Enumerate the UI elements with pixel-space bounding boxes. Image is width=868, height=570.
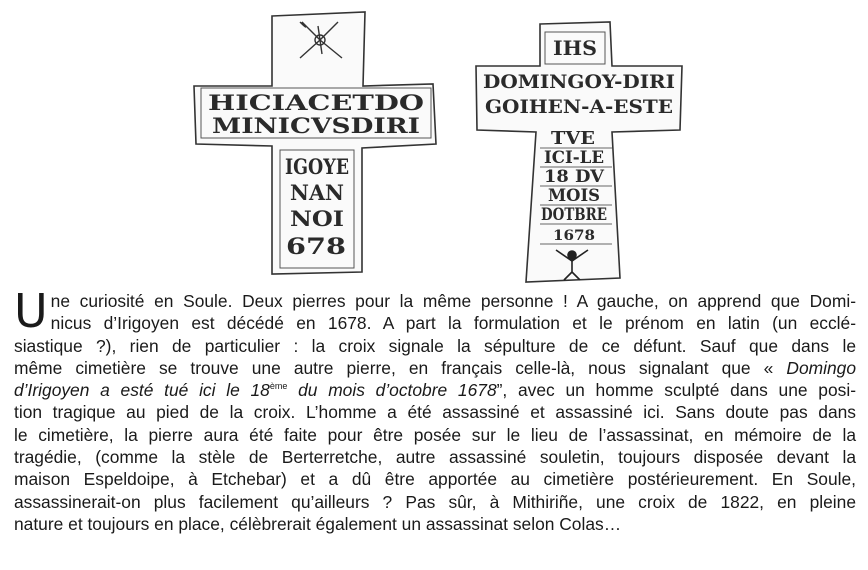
- right-cross-row-6: MOIS: [548, 186, 600, 206]
- left-cross-row-6: 678: [286, 234, 346, 260]
- right-cross-row-1: DOMINGOY-DIRI: [483, 71, 676, 93]
- right-cross-row-7: DOTBRE: [541, 205, 608, 225]
- right-cross-row-5: 18 DV: [544, 167, 605, 187]
- article-line-5-superscript: ème: [269, 381, 288, 392]
- left-cross-row-4: NAN: [290, 180, 344, 205]
- article-line-2: nicus d’Irigoyen est décédé en 1678. A part la formulation et le prénom en latin (un ecclé-: [50, 313, 856, 334]
- article-line-5-quote-b: du mois d’octobre 1678: [287, 380, 497, 401]
- left-cross-row-1: HICIACETDO: [208, 90, 424, 115]
- right-cross-row-4: ICI-LE: [544, 148, 605, 168]
- drop-cap-letter: U: [14, 284, 48, 338]
- article-line-6: tion tragique au pied de la croix. L’homme a été assassiné et assassiné ici. Sans doute pas dans: [14, 402, 856, 423]
- left-cross-row-3: IGOYE: [285, 154, 349, 179]
- article-line-3: siastique ?), rien de particulier : la croix signale la sépulture de ce défunt. Sauf que dans le: [14, 335, 856, 356]
- right-cross-row-3: TVE: [551, 128, 595, 149]
- article-line-10: assassinerait-on plus facilement qu’ailleurs ? Pas sûr, à Mithiriñe, une croix de 1822, en pleine: [14, 491, 856, 512]
- article-paragraph: [14, 284, 856, 535]
- right-cross-row-2: GOIHEN-A-ESTE: [485, 96, 673, 118]
- article-line-4-text: même cimetière se trouve une autre pierre, en français celle-là, nous signalant que «: [14, 357, 787, 378]
- right-cross-row-8: 1678: [553, 228, 595, 244]
- right-cross-ihs: IHS: [553, 36, 597, 60]
- left-cross-row-5: NOI: [290, 206, 344, 231]
- article-line-4-quote: Domingo: [786, 357, 856, 378]
- article-line-4: [14, 357, 856, 379]
- article-line-7: le cimetière, la pierre aura été faite pour être posée sur le lieu de l’assassinat, en mémoire de la: [14, 424, 856, 445]
- article-line-1: ne curiosité en Soule. Deux pierres pour la même personne ! A gauche, on apprend que Domi-: [50, 291, 856, 311]
- article-line-8: tragédie, (comme la stèle de Berterretche, autre assassiné souletin, toujours disposée devant la: [14, 447, 856, 468]
- article-line-5-text: ”, avec un homme sculpté dans une posi-: [496, 380, 856, 401]
- article-line-9: maison Espeldoipe, à Etchebar) et a dû être apportée au cimetière postérieurement. En Soule,: [14, 469, 856, 490]
- article-line-5: [14, 379, 856, 401]
- article-line-11: nature et toujours en place, célèbrerait également un assassinat selon Colas…: [14, 513, 622, 534]
- article-line-5-quote-a: d’Irigoyen a esté tué ici le 18: [14, 380, 270, 401]
- left-cross-row-2: MINICVSDIRI: [212, 113, 420, 138]
